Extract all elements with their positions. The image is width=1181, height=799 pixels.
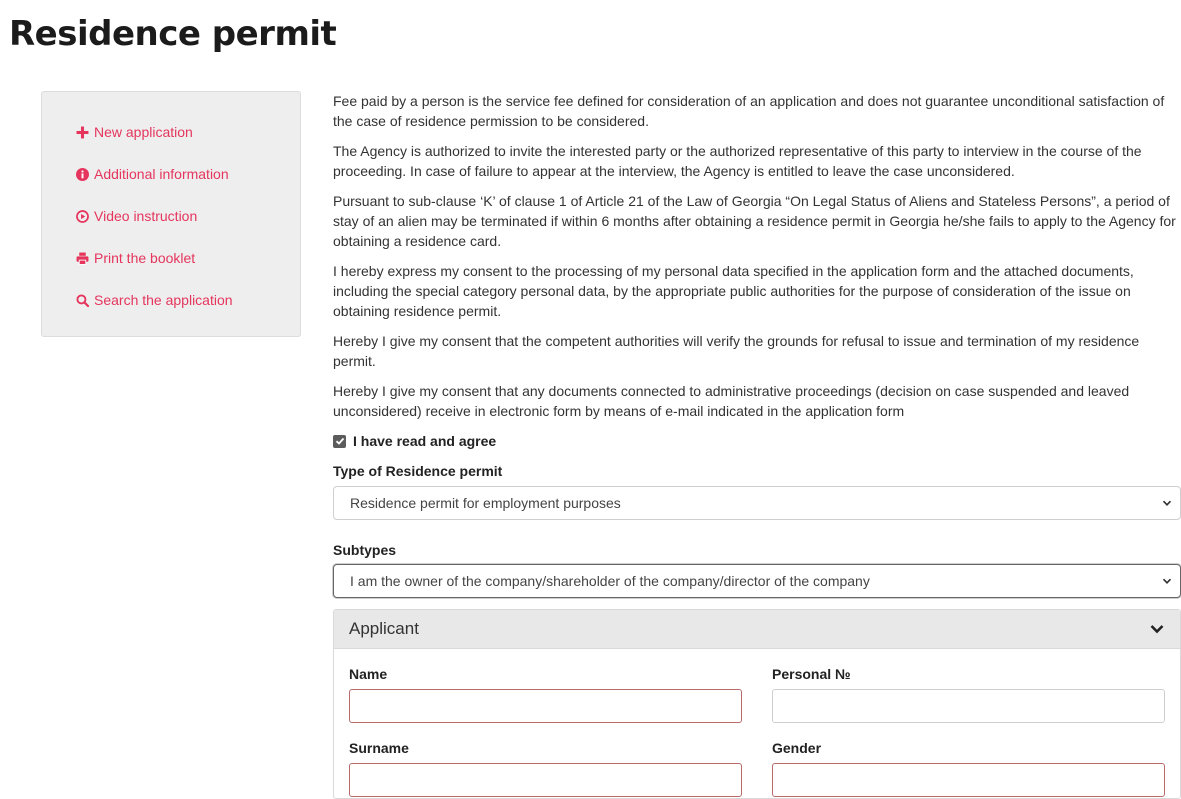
play-circle-icon: [76, 210, 89, 223]
personal-number-input[interactable]: [772, 689, 1165, 723]
gender-label: Gender: [772, 740, 822, 756]
sidebar-item-label: Video instruction: [94, 208, 198, 224]
agree-row: [333, 431, 1181, 451]
sidebar-item-search-application[interactable]: [42, 289, 300, 311]
sidebar-item-additional-information[interactable]: [42, 163, 300, 185]
printer-icon: [76, 252, 89, 265]
application-form: [333, 91, 1181, 598]
sidebar-item-label: Print the booklet: [94, 250, 196, 266]
agree-checkbox[interactable]: [333, 435, 346, 448]
sidebar-item-label: New application: [94, 124, 193, 140]
name-label: Name: [349, 666, 388, 682]
surname-input[interactable]: [349, 763, 742, 797]
sidebar-item-label: Search the application: [94, 292, 233, 308]
info-paragraph: Hereby I give my consent that the competent authorities will verify the grounds for refusal to issue and termination of my residence permit.: [333, 333, 1140, 369]
residence-type-value: Residence permit for employment purposes: [350, 495, 621, 511]
applicant-panel-title: Applicant: [349, 619, 419, 638]
chevron-down-icon[interactable]: [1149, 621, 1165, 637]
info-circle-icon: [76, 168, 89, 181]
sidebar-item-new-application[interactable]: [42, 121, 300, 143]
info-paragraph: I hereby express my consent to the processing of my personal data specified in the application form and the attached documents, including the special category personal data, by the appropriate public authorities for the purpose of consideration of the issue on obtaining residence permit.: [333, 263, 1134, 319]
agree-label[interactable]: I have read and agree: [353, 433, 497, 449]
info-paragraph: Fee paid by a person is the service fee defined for consideration of an application and does not guarantee unconditional satisfaction of the case of residence permission to be considered.: [333, 93, 1165, 129]
subtypes-label: Subtypes: [333, 542, 397, 558]
residence-type-select[interactable]: [333, 486, 1181, 520]
chevron-down-icon: [1162, 576, 1172, 586]
personal-number-label: Personal №: [772, 666, 851, 682]
sidebar-item-video-instruction[interactable]: [42, 205, 300, 227]
plus-icon: [76, 126, 89, 139]
search-icon: [76, 294, 89, 307]
sidebar: [41, 91, 301, 337]
name-input[interactable]: [349, 689, 742, 723]
applicant-panel: [333, 609, 1181, 799]
surname-label: Surname: [349, 740, 409, 756]
checkmark-icon: [335, 436, 345, 446]
info-paragraph: The Agency is authorized to invite the interested party or the authorized representative of this party to interview in the course of the proceeding. In case of failure to appear at the interview, the Agency is entitled to leave the case unconsidered.: [333, 143, 1142, 179]
chevron-down-icon: [1162, 498, 1172, 508]
subtypes-select[interactable]: [333, 564, 1181, 598]
subtypes-value: I am the owner of the company/shareholder of the company/director of the company: [350, 573, 870, 589]
sidebar-item-print-booklet[interactable]: [42, 247, 300, 269]
info-paragraph: Hereby I give my consent that any documents connected to administrative proceedings (decision on case suspended and leaved unconsidered) receive in electronic form by means of e-mail indicated in the application form: [333, 383, 1130, 419]
info-paragraph: Pursuant to sub-clause ‘K’ of clause 1 of Article 21 of the Law of Georgia “On Legal Status of Aliens and Stateless Persons”, a period of stay of an alien may be terminated if within 6 months after obtaining a residence permit in Georgia he/she fails to apply to the Agency for obtaining a residence card.: [333, 193, 1176, 249]
applicant-panel-header[interactable]: [334, 610, 1180, 649]
sidebar-item-label: Additional information: [94, 166, 229, 182]
gender-select[interactable]: [772, 763, 1165, 797]
page-title: Residence permit: [9, 14, 337, 54]
residence-type-label: Type of Residence permit: [333, 463, 503, 479]
